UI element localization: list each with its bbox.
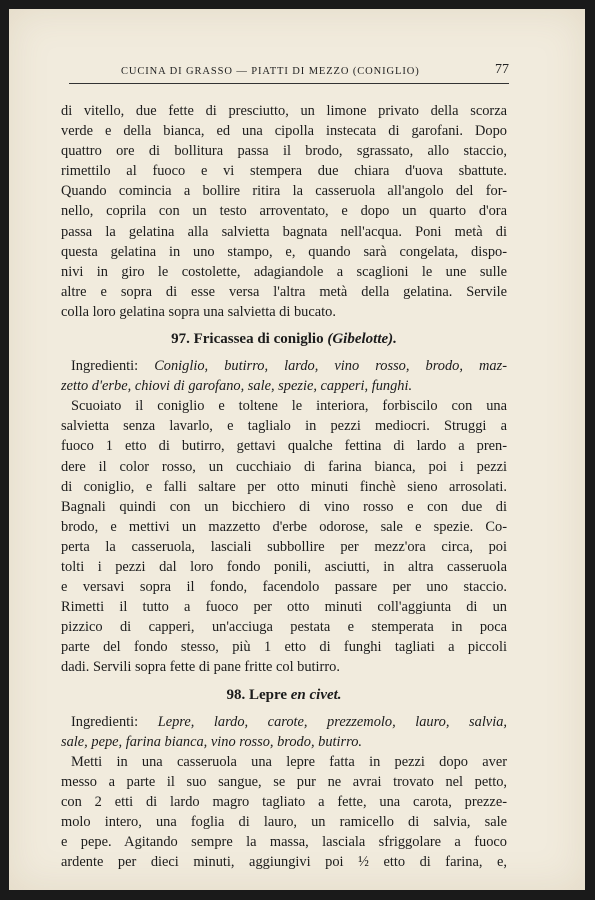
text-line: dadi. Servili sopra fette di pane fritte col butirro. xyxy=(61,659,340,676)
recipe-98-method xyxy=(61,752,507,873)
text-line: brodo, e mettivi un mazzetto d'erbe odorose, sale e spezie. Co- xyxy=(61,518,507,535)
text-line: pizzico di capperi, un'acciuga pestata e stemperata in poca xyxy=(61,619,507,636)
recipe-title: Lepre xyxy=(248,686,287,703)
text-line: salvietta senza lavarlo, e taglialo in pezzi mediocri. Struggi a xyxy=(61,418,507,435)
text-line: messo a parte il suo sangue, se pur ne avrai trovato nel petto, xyxy=(61,773,507,790)
ingredients-line xyxy=(61,712,507,732)
ingredients-line xyxy=(61,356,507,376)
text-line: altre e sopra di esse versa l'altra metà della gelatina. Servile xyxy=(61,283,507,300)
text-line: Bagnali quindi con un bicchiero di vino rosso e con due di xyxy=(61,498,507,515)
ingredients-list: Coniglio, butirro, lardo, vino rosso, brodo, maz- xyxy=(154,358,507,375)
text-line: Rimetti il tutto a fuoco per otto minuti coll'aggiunta di un xyxy=(61,599,507,616)
recipe-97-heading xyxy=(61,322,507,356)
ingredients-label: Ingredienti: xyxy=(71,358,139,375)
recipe-title: Fricassea di coniglio xyxy=(193,331,324,348)
text-line: con 2 etti di lardo magro tagliato a fette, una carota, prezze- xyxy=(61,793,507,810)
text-line: colla loro gelatina sopra una salvietta di bucato. xyxy=(61,303,336,320)
ingredients-list: sale, pepe, farina bianca, vino rosso, brodo, butirro. xyxy=(61,733,362,750)
page-number: 77 xyxy=(495,62,509,77)
text-line: Quando comincia a bollire ritira la casseruola all'angolo del for- xyxy=(61,183,507,200)
text-line: di coniglio, e falli saltare per otto minuti finchè sieno arrosolati. xyxy=(61,478,507,495)
ingredients-list: Lepre, lardo, carote, prezzemolo, lauro, salvia, xyxy=(157,713,507,730)
continued-paragraph xyxy=(61,101,507,322)
recipe-number: 97. xyxy=(171,331,190,348)
text-line: parte del fondo stesso, più 1 etto di funghi tagliati a piccoli xyxy=(61,639,507,656)
text-line: questa gelatina in uno stampo, e, quando sarà congelata, dispo- xyxy=(61,243,507,260)
recipe-97-method xyxy=(61,396,507,677)
text-line: quattro ore di bollitura passa il brodo, sgrassato, allo staccio, xyxy=(61,143,507,160)
ingredients-line xyxy=(61,732,507,752)
text-line: di vitello, due fette di presciutto, un limone privato della scorza xyxy=(61,103,507,119)
text-line: ardente per dieci minuti, aggiungivi poi ½ etto di farina, e, xyxy=(61,854,507,871)
recipe-alt-title: (Gibelotte). xyxy=(327,331,397,348)
text-line: perta la casseruola, lasciali subbollire per mezz'ora circa, poi xyxy=(61,538,507,555)
text-line: e pepe. Agitando sempre la massa, lasciala sfriggolare a fuoco xyxy=(61,834,507,851)
text-line: rimettilo al fuoco e vi stempera due chiara d'uova sbattute. xyxy=(61,163,507,180)
recipe-alt-title: en civet. xyxy=(290,686,342,703)
text-line: Scuoiato il coniglio e toltene le interiora, forbiscilo con una xyxy=(71,398,507,415)
text-line: e versavi sopra il fondo, facendolo passare per uno staccio. xyxy=(61,579,507,596)
page-body xyxy=(61,101,507,872)
ingredients-label: Ingredienti: xyxy=(71,713,139,730)
text-line: tolti i pezzi dal loro fondo ponili, asciutti, in altra casseruola xyxy=(61,558,507,575)
text-line: dere il color rosso, un cucchiaio di farina bianca, poi i pezzi xyxy=(61,458,507,475)
text-line: passa la gelatina alla salvietta bagnata nell'acqua. Poni metà di xyxy=(61,223,507,240)
ingredients-list: zetto d'erbe, chiovi di garofano, sale, spezie, capperi, funghi. xyxy=(61,378,413,395)
running-head-title: CUCINA DI GRASSO — PIATTI DI MEZZO (CONIGLIO) xyxy=(121,66,420,77)
recipe-number: 98. xyxy=(226,686,246,703)
text-line: verde e della bianca, ed una cipolla instecata di garofani. Dopo xyxy=(61,123,507,140)
recipe-98-heading xyxy=(61,678,507,712)
running-head xyxy=(69,59,509,84)
book-page xyxy=(9,9,585,890)
text-line: fuoco 1 etto di butirro, gettavi qualche fettina di lardo a pren- xyxy=(61,438,507,455)
text-line: nivi in giro le costolette, adagiandole a scaglioni le une sulle xyxy=(61,263,507,280)
text-line: molo intero, una foglia di lauro, un ramicello di salvia, sale xyxy=(61,814,507,830)
text-line: Metti in una casseruola una lepre fatta in pezzi dopo aver xyxy=(71,753,507,770)
ingredients-line xyxy=(61,376,507,396)
text-line: nello, coprila con un testo arroventato, e dopo un quarto d'ora xyxy=(61,203,507,220)
